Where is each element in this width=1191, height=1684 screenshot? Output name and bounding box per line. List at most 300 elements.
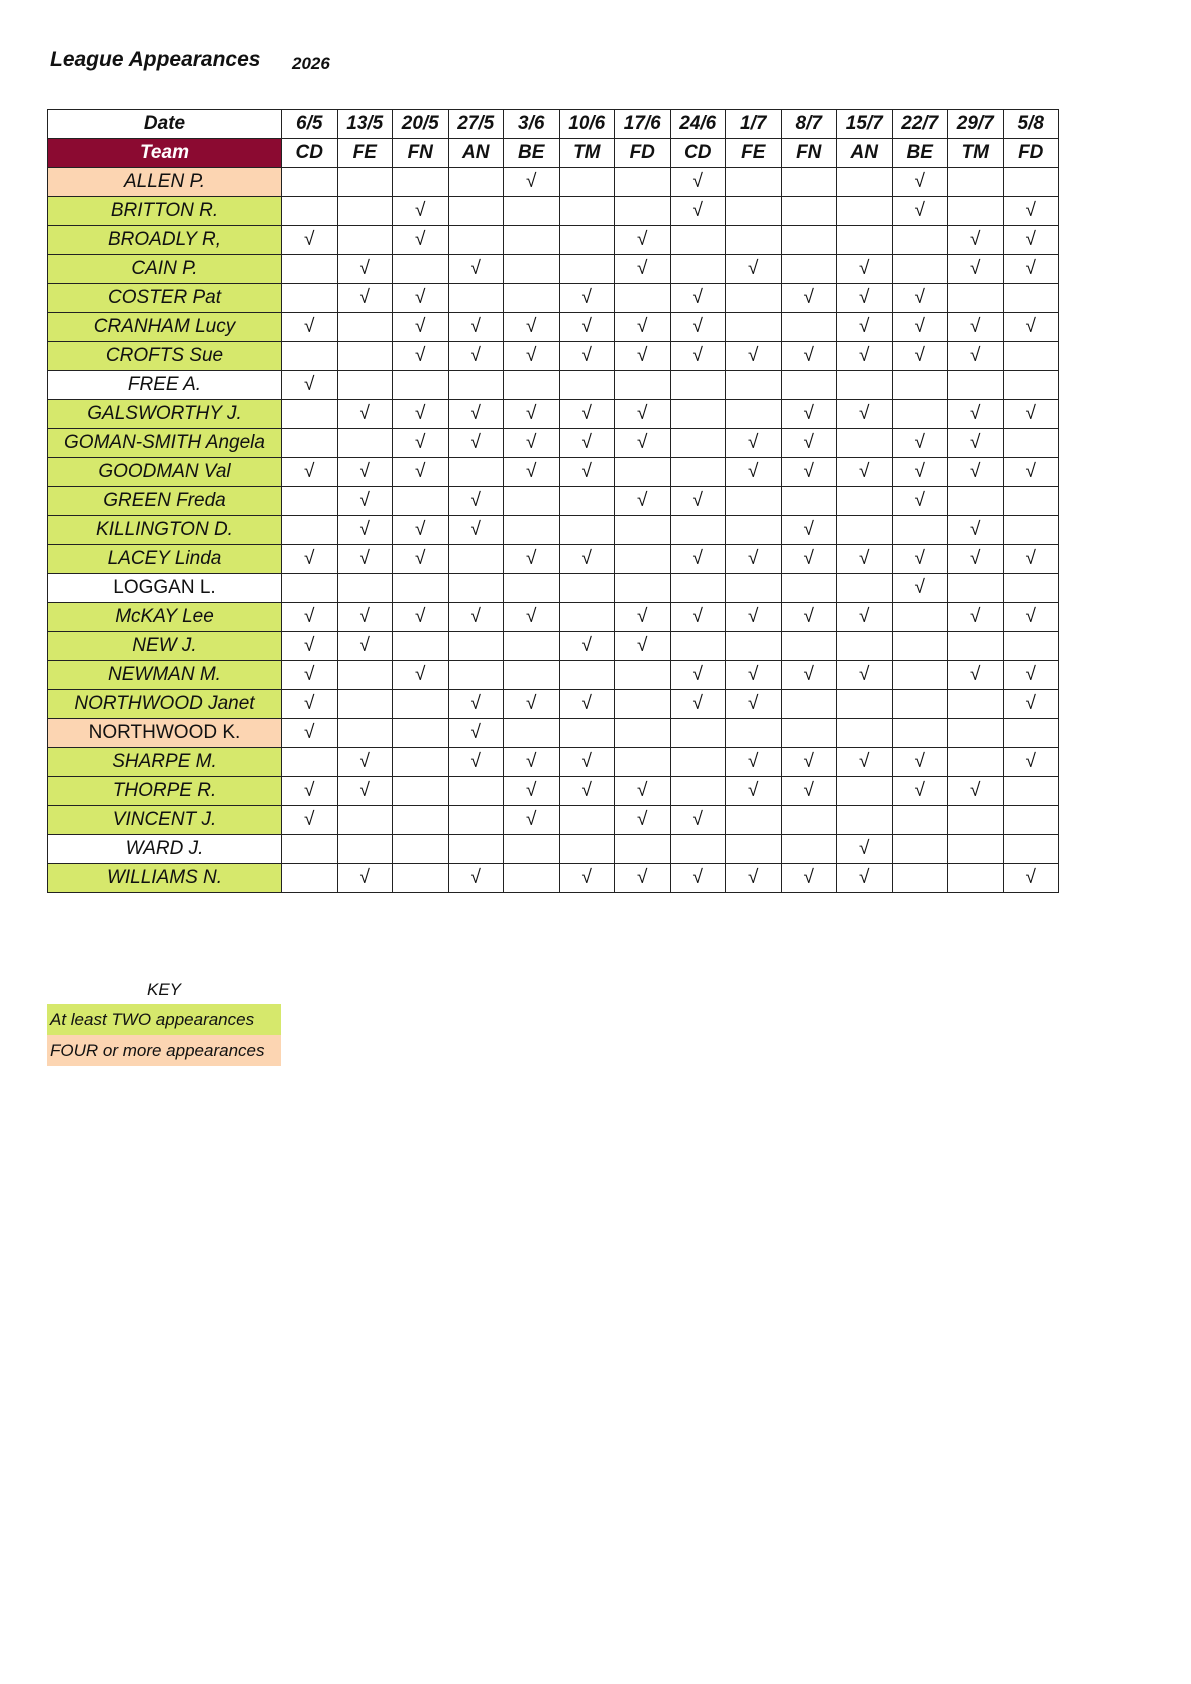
player-name-cell: LACEY Linda	[48, 545, 282, 574]
empty-cell	[670, 632, 726, 661]
empty-cell	[559, 487, 615, 516]
appearance-tick-cell: √	[504, 400, 560, 429]
appearance-tick-cell: √	[670, 487, 726, 516]
appearance-tick-cell: √	[726, 458, 782, 487]
empty-cell	[892, 690, 948, 719]
appearance-tick-cell: √	[337, 864, 393, 893]
empty-cell	[1003, 719, 1059, 748]
player-name-cell: CRANHAM Lucy	[48, 313, 282, 342]
player-name-cell: VINCENT J.	[48, 806, 282, 835]
table-row	[48, 255, 1059, 284]
appearance-tick-cell: √	[670, 197, 726, 226]
empty-cell	[282, 429, 338, 458]
empty-cell	[837, 429, 893, 458]
appearance-tick-cell: √	[393, 661, 449, 690]
appearance-tick-cell: √	[504, 748, 560, 777]
table-row	[48, 545, 1059, 574]
player-name-cell: GOODMAN Val	[48, 458, 282, 487]
player-name-cell: NORTHWOOD Janet	[48, 690, 282, 719]
table-row	[48, 168, 1059, 197]
team-header-cell: TM	[948, 139, 1004, 168]
empty-cell	[781, 313, 837, 342]
team-header-cell: CD	[670, 139, 726, 168]
table-row	[48, 748, 1059, 777]
table-row	[48, 400, 1059, 429]
empty-cell	[393, 777, 449, 806]
empty-cell	[726, 632, 782, 661]
appearance-tick-cell: √	[559, 632, 615, 661]
empty-cell	[393, 255, 449, 284]
empty-cell	[559, 661, 615, 690]
table-row	[48, 284, 1059, 313]
appearance-tick-cell: √	[393, 429, 449, 458]
empty-cell	[892, 371, 948, 400]
appearance-tick-cell: √	[837, 864, 893, 893]
appearance-tick-cell: √	[781, 400, 837, 429]
empty-cell	[726, 284, 782, 313]
empty-cell	[948, 864, 1004, 893]
appearance-tick-cell: √	[448, 342, 504, 371]
appearance-tick-cell: √	[726, 777, 782, 806]
appearance-tick-cell: √	[670, 864, 726, 893]
empty-cell	[670, 574, 726, 603]
empty-cell	[948, 632, 1004, 661]
appearance-tick-cell: √	[448, 516, 504, 545]
empty-cell	[837, 197, 893, 226]
empty-cell	[837, 719, 893, 748]
appearance-tick-cell: √	[282, 226, 338, 255]
empty-cell	[615, 371, 671, 400]
table-row	[48, 864, 1059, 893]
appearance-tick-cell: √	[559, 777, 615, 806]
player-name-cell: CROFTS Sue	[48, 342, 282, 371]
appearance-tick-cell: √	[948, 661, 1004, 690]
appearance-tick-cell: √	[282, 661, 338, 690]
appearance-tick-cell: √	[1003, 458, 1059, 487]
appearances-table	[47, 109, 1059, 893]
empty-cell	[337, 690, 393, 719]
appearance-tick-cell: √	[837, 400, 893, 429]
empty-cell	[726, 806, 782, 835]
empty-cell	[892, 835, 948, 864]
empty-cell	[615, 574, 671, 603]
appearance-tick-cell: √	[726, 545, 782, 574]
empty-cell	[282, 168, 338, 197]
empty-cell	[448, 806, 504, 835]
appearance-tick-cell: √	[892, 777, 948, 806]
appearance-tick-cell: √	[892, 458, 948, 487]
player-name-cell: CAIN P.	[48, 255, 282, 284]
empty-cell	[892, 255, 948, 284]
appearance-tick-cell: √	[726, 661, 782, 690]
appearance-tick-cell: √	[282, 777, 338, 806]
appearance-tick-cell: √	[948, 777, 1004, 806]
appearance-tick-cell: √	[448, 864, 504, 893]
table-row	[48, 313, 1059, 342]
appearance-tick-cell: √	[781, 342, 837, 371]
appearance-tick-cell: √	[670, 313, 726, 342]
table-row	[48, 806, 1059, 835]
empty-cell	[393, 371, 449, 400]
empty-cell	[504, 197, 560, 226]
empty-cell	[282, 255, 338, 284]
empty-cell	[393, 632, 449, 661]
appearance-tick-cell: √	[448, 429, 504, 458]
appearance-tick-cell: √	[615, 864, 671, 893]
empty-cell	[337, 574, 393, 603]
empty-cell	[448, 168, 504, 197]
empty-cell	[393, 748, 449, 777]
appearance-tick-cell: √	[448, 255, 504, 284]
empty-cell	[892, 864, 948, 893]
empty-cell	[781, 806, 837, 835]
empty-cell	[948, 806, 1004, 835]
table-row	[48, 429, 1059, 458]
empty-cell	[1003, 632, 1059, 661]
player-name-cell: LOGGAN L.	[48, 574, 282, 603]
empty-cell	[670, 835, 726, 864]
empty-cell	[393, 806, 449, 835]
empty-cell	[559, 255, 615, 284]
empty-cell	[615, 197, 671, 226]
empty-cell	[1003, 574, 1059, 603]
empty-cell	[948, 574, 1004, 603]
empty-cell	[282, 487, 338, 516]
appearance-tick-cell: √	[1003, 313, 1059, 342]
table-row	[48, 777, 1059, 806]
empty-cell	[393, 719, 449, 748]
empty-cell	[393, 574, 449, 603]
empty-cell	[948, 284, 1004, 313]
empty-cell	[726, 168, 782, 197]
empty-cell	[504, 661, 560, 690]
empty-cell	[892, 603, 948, 632]
empty-cell	[448, 458, 504, 487]
empty-cell	[670, 429, 726, 458]
empty-cell	[837, 516, 893, 545]
appearance-tick-cell: √	[892, 342, 948, 371]
appearance-tick-cell: √	[1003, 603, 1059, 632]
appearance-tick-cell: √	[726, 255, 782, 284]
empty-cell	[781, 197, 837, 226]
appearance-tick-cell: √	[337, 516, 393, 545]
appearance-tick-cell: √	[948, 429, 1004, 458]
appearance-tick-cell: √	[781, 545, 837, 574]
table-row	[48, 458, 1059, 487]
empty-cell	[559, 371, 615, 400]
appearance-tick-cell: √	[337, 777, 393, 806]
appearance-tick-cell: √	[282, 806, 338, 835]
appearance-tick-cell: √	[337, 603, 393, 632]
appearance-tick-cell: √	[670, 284, 726, 313]
empty-cell	[892, 226, 948, 255]
appearance-tick-cell: √	[559, 313, 615, 342]
appearance-tick-cell: √	[393, 400, 449, 429]
empty-cell	[393, 168, 449, 197]
appearance-tick-cell: √	[393, 545, 449, 574]
player-name-cell: SHARPE M.	[48, 748, 282, 777]
appearance-tick-cell: √	[948, 545, 1004, 574]
empty-cell	[559, 806, 615, 835]
appearance-tick-cell: √	[1003, 255, 1059, 284]
appearance-tick-cell: √	[448, 313, 504, 342]
team-header-row	[48, 139, 1059, 168]
appearance-tick-cell: √	[559, 864, 615, 893]
table-row	[48, 487, 1059, 516]
empty-cell	[282, 400, 338, 429]
appearance-tick-cell: √	[393, 603, 449, 632]
appearance-tick-cell: √	[282, 690, 338, 719]
appearance-tick-cell: √	[615, 255, 671, 284]
empty-cell	[781, 226, 837, 255]
empty-cell	[726, 371, 782, 400]
table-row	[48, 690, 1059, 719]
empty-cell	[337, 197, 393, 226]
empty-cell	[781, 255, 837, 284]
team-header-cell: AN	[837, 139, 893, 168]
empty-cell	[337, 313, 393, 342]
empty-cell	[559, 719, 615, 748]
appearance-tick-cell: √	[892, 197, 948, 226]
empty-cell	[892, 516, 948, 545]
empty-cell	[670, 400, 726, 429]
empty-cell	[504, 864, 560, 893]
season-year: 2026	[292, 54, 330, 73]
appearance-tick-cell: √	[892, 313, 948, 342]
empty-cell	[670, 719, 726, 748]
empty-cell	[393, 487, 449, 516]
appearance-tick-cell: √	[504, 690, 560, 719]
empty-cell	[948, 690, 1004, 719]
key-green-entry: At least TWO appearances	[47, 1004, 281, 1035]
date-header-cell: 6/5	[282, 110, 338, 139]
date-header-cell: 1/7	[726, 110, 782, 139]
appearance-tick-cell: √	[726, 603, 782, 632]
appearance-tick-cell: √	[393, 342, 449, 371]
empty-cell	[781, 371, 837, 400]
empty-cell	[670, 458, 726, 487]
appearance-tick-cell: √	[726, 748, 782, 777]
appearance-tick-cell: √	[837, 748, 893, 777]
empty-cell	[337, 371, 393, 400]
team-header-cell: AN	[448, 139, 504, 168]
empty-cell	[504, 632, 560, 661]
empty-cell	[726, 835, 782, 864]
appearance-tick-cell: √	[559, 284, 615, 313]
appearance-tick-cell: √	[892, 284, 948, 313]
appearance-tick-cell: √	[1003, 661, 1059, 690]
appearance-tick-cell: √	[393, 516, 449, 545]
empty-cell	[448, 777, 504, 806]
empty-cell	[1003, 777, 1059, 806]
player-name-cell: GREEN Freda	[48, 487, 282, 516]
player-name-cell: KILLINGTON D.	[48, 516, 282, 545]
appearance-tick-cell: √	[948, 226, 1004, 255]
appearance-tick-cell: √	[837, 603, 893, 632]
empty-cell	[726, 719, 782, 748]
team-header-cell: FE	[337, 139, 393, 168]
empty-cell	[892, 719, 948, 748]
empty-cell	[726, 400, 782, 429]
player-name-cell: NEWMAN M.	[48, 661, 282, 690]
appearance-tick-cell: √	[726, 342, 782, 371]
empty-cell	[393, 835, 449, 864]
empty-cell	[948, 168, 1004, 197]
appearance-tick-cell: √	[337, 545, 393, 574]
appearance-tick-cell: √	[1003, 226, 1059, 255]
appearance-tick-cell: √	[670, 806, 726, 835]
team-header-cell: TM	[559, 139, 615, 168]
table-row	[48, 371, 1059, 400]
empty-cell	[781, 719, 837, 748]
appearance-tick-cell: √	[892, 429, 948, 458]
table-row	[48, 661, 1059, 690]
table-row	[48, 342, 1059, 371]
appearance-tick-cell: √	[504, 545, 560, 574]
appearance-tick-cell: √	[670, 545, 726, 574]
empty-cell	[448, 197, 504, 226]
appearance-tick-cell: √	[615, 603, 671, 632]
empty-cell	[615, 661, 671, 690]
empty-cell	[1003, 516, 1059, 545]
team-header-cell: BE	[892, 139, 948, 168]
appearance-tick-cell: √	[504, 342, 560, 371]
empty-cell	[1003, 487, 1059, 516]
appearance-tick-cell: √	[781, 516, 837, 545]
appearance-tick-cell: √	[726, 864, 782, 893]
empty-cell	[615, 458, 671, 487]
empty-cell	[892, 400, 948, 429]
appearance-tick-cell: √	[1003, 748, 1059, 777]
empty-cell	[837, 168, 893, 197]
empty-cell	[726, 197, 782, 226]
appearance-tick-cell: √	[670, 690, 726, 719]
empty-cell	[670, 226, 726, 255]
appearance-tick-cell: √	[1003, 400, 1059, 429]
empty-cell	[448, 226, 504, 255]
empty-cell	[837, 371, 893, 400]
empty-cell	[282, 284, 338, 313]
date-header-cell: 20/5	[393, 110, 449, 139]
appearance-tick-cell: √	[837, 313, 893, 342]
appearance-tick-cell: √	[837, 835, 893, 864]
empty-cell	[448, 632, 504, 661]
key-legend	[47, 975, 281, 1066]
appearance-tick-cell: √	[504, 313, 560, 342]
empty-cell	[948, 719, 1004, 748]
empty-cell	[726, 516, 782, 545]
appearance-tick-cell: √	[670, 603, 726, 632]
appearance-tick-cell: √	[781, 284, 837, 313]
appearance-tick-cell: √	[948, 458, 1004, 487]
empty-cell	[559, 516, 615, 545]
appearance-tick-cell: √	[504, 458, 560, 487]
appearance-tick-cell: √	[282, 719, 338, 748]
empty-cell	[948, 748, 1004, 777]
empty-cell	[504, 284, 560, 313]
empty-cell	[837, 487, 893, 516]
appearance-tick-cell: √	[393, 458, 449, 487]
appearance-tick-cell: √	[282, 632, 338, 661]
appearance-tick-cell: √	[892, 574, 948, 603]
empty-cell	[1003, 371, 1059, 400]
empty-cell	[448, 371, 504, 400]
appearance-tick-cell: √	[559, 458, 615, 487]
appearance-tick-cell: √	[282, 371, 338, 400]
empty-cell	[781, 690, 837, 719]
appearance-tick-cell: √	[504, 806, 560, 835]
empty-cell	[559, 574, 615, 603]
appearance-tick-cell: √	[837, 458, 893, 487]
empty-cell	[1003, 342, 1059, 371]
date-header-cell: 24/6	[670, 110, 726, 139]
empty-cell	[448, 284, 504, 313]
appearance-tick-cell: √	[948, 400, 1004, 429]
empty-cell	[504, 371, 560, 400]
appearance-tick-cell: √	[504, 168, 560, 197]
empty-cell	[615, 719, 671, 748]
date-header-cell: 5/8	[1003, 110, 1059, 139]
player-name-cell: NEW J.	[48, 632, 282, 661]
appearance-tick-cell: √	[393, 284, 449, 313]
appearance-tick-cell: √	[615, 487, 671, 516]
appearance-tick-cell: √	[337, 255, 393, 284]
empty-cell	[670, 255, 726, 284]
appearance-tick-cell: √	[393, 197, 449, 226]
date-header-cell: 27/5	[448, 110, 504, 139]
empty-cell	[1003, 284, 1059, 313]
empty-cell	[393, 864, 449, 893]
date-header-cell: 8/7	[781, 110, 837, 139]
empty-cell	[837, 806, 893, 835]
appearance-tick-cell: √	[726, 690, 782, 719]
player-name-cell: BROADLY R,	[48, 226, 282, 255]
empty-cell	[615, 284, 671, 313]
appearance-tick-cell: √	[1003, 864, 1059, 893]
date-header-cell: 29/7	[948, 110, 1004, 139]
appearance-tick-cell: √	[337, 458, 393, 487]
date-header-cell: 15/7	[837, 110, 893, 139]
appearance-tick-cell: √	[837, 661, 893, 690]
empty-cell	[670, 371, 726, 400]
appearance-tick-cell: √	[559, 342, 615, 371]
team-header-cell: FN	[393, 139, 449, 168]
appearance-tick-cell: √	[282, 603, 338, 632]
empty-cell	[559, 197, 615, 226]
empty-cell	[670, 748, 726, 777]
empty-cell	[892, 806, 948, 835]
empty-cell	[448, 661, 504, 690]
empty-cell	[504, 719, 560, 748]
page-title: League Appearances	[50, 48, 261, 71]
appearance-tick-cell: √	[337, 284, 393, 313]
player-name-cell: WILLIAMS N.	[48, 864, 282, 893]
player-name-cell: NORTHWOOD K.	[48, 719, 282, 748]
date-header-cell: 17/6	[615, 110, 671, 139]
player-name-cell: WARD J.	[48, 835, 282, 864]
empty-cell	[615, 690, 671, 719]
appearance-tick-cell: √	[837, 284, 893, 313]
empty-cell	[504, 226, 560, 255]
empty-cell	[504, 487, 560, 516]
empty-cell	[337, 661, 393, 690]
empty-cell	[615, 748, 671, 777]
team-header-cell: FD	[615, 139, 671, 168]
appearance-tick-cell: √	[781, 458, 837, 487]
appearance-tick-cell: √	[892, 168, 948, 197]
empty-cell	[615, 545, 671, 574]
appearance-tick-cell: √	[1003, 197, 1059, 226]
